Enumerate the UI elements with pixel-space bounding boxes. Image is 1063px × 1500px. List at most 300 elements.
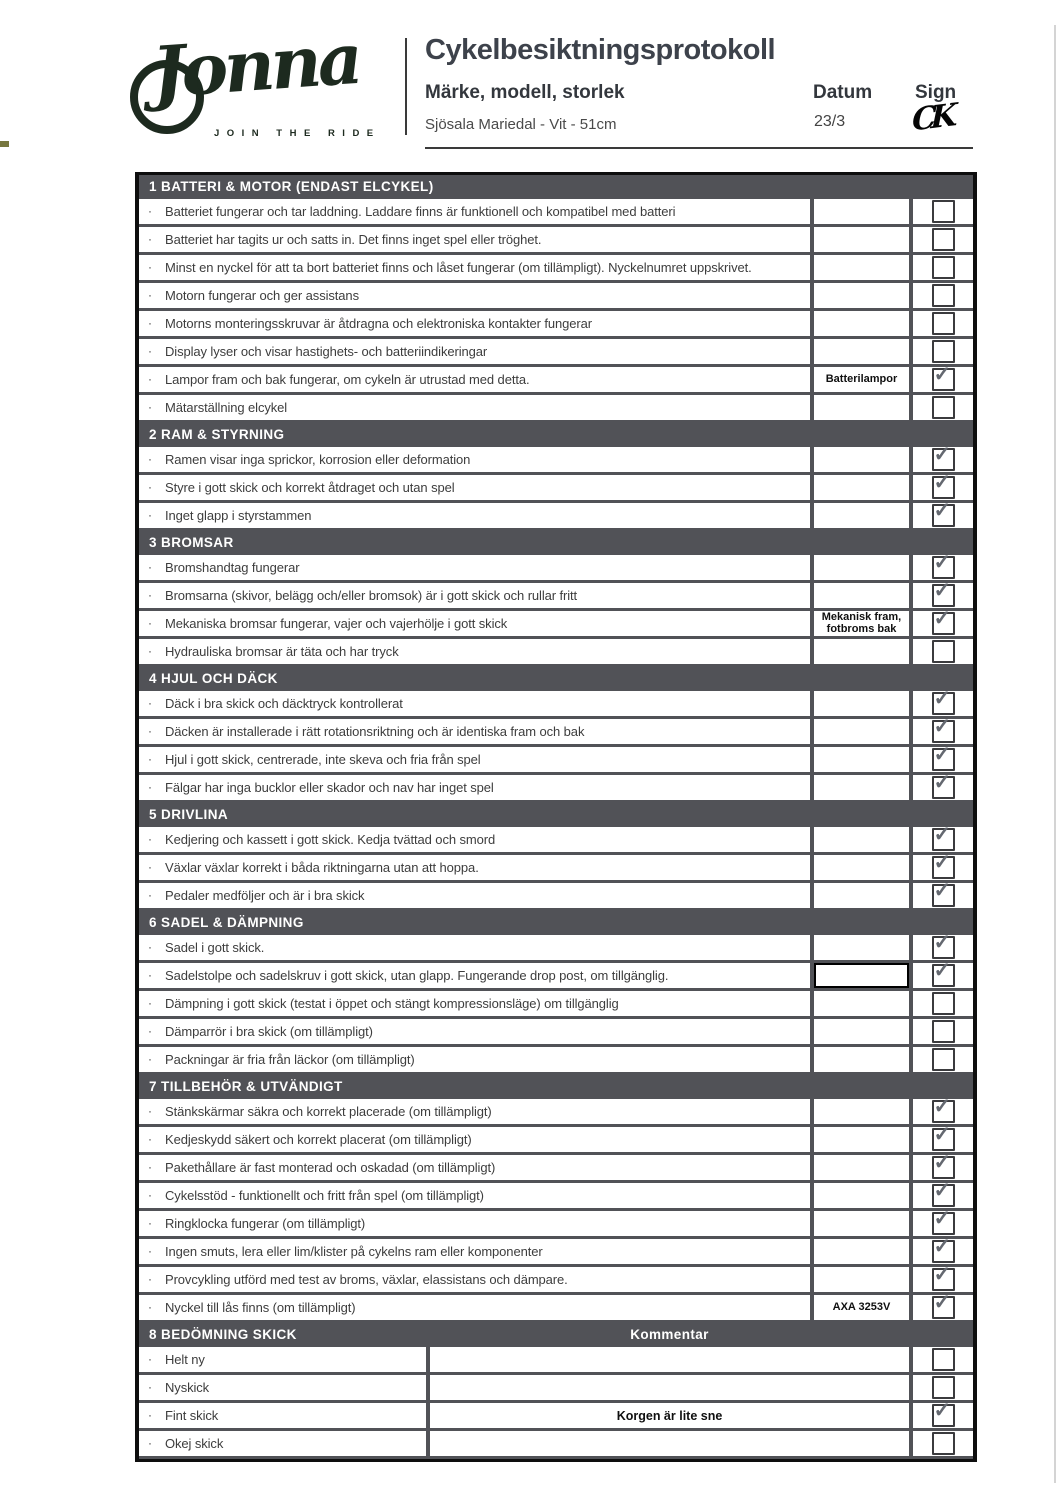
datum-value: 23/3 [814,113,846,130]
item-text-cell [139,311,810,336]
checkbox-cell [913,1291,973,1320]
checkbox[interactable] [932,992,955,1015]
checklist-row [139,1235,973,1264]
bullet-icon: · [148,752,152,766]
note-cell[interactable] [814,1019,909,1044]
item-text-cell [139,963,810,988]
item-text: Helt ny [165,1352,205,1367]
bullet-icon: · [148,1104,152,1118]
note-cell[interactable] [814,827,909,852]
checkbox[interactable] [932,396,955,419]
checkbox-cell [913,879,973,908]
bullet-icon: · [148,1216,152,1230]
checkbox[interactable] [932,340,955,363]
note-cell[interactable] [814,1099,909,1124]
section-header [139,531,973,555]
section-header [139,803,973,827]
item-text-cell [139,583,810,608]
item-text: Fint skick [165,1408,219,1423]
note-cell[interactable] [814,855,909,880]
bullet-icon: · [148,1408,152,1422]
bullet-icon: · [148,1024,152,1038]
item-text-cell [139,447,810,472]
checklist-row [139,551,973,580]
item-text: Provcykling utförd med test av broms, växlar, elassistans och dämpare. [165,1272,568,1287]
item-text-cell [139,255,810,280]
checkbox[interactable] [932,771,955,799]
note-cell[interactable] [814,447,909,472]
checkbox[interactable] [932,1263,955,1291]
note-cell[interactable] [814,1127,909,1152]
note-cell[interactable] [814,199,909,224]
checkbox[interactable] [932,443,955,471]
checkbox[interactable] [932,1207,955,1235]
item-text: Sadelstolpe och sadelskruv i gott skick, utan glapp. Fungerande drop post, om tillgänglig. [165,968,669,983]
checkbox-cell [913,1263,973,1292]
item-text-cell [139,1403,426,1428]
bullet-icon: · [148,888,152,902]
note-cell[interactable] [814,1239,909,1264]
item-text: Fälgar har inga bucklor eller skador och nav har inget spel [165,780,494,795]
check-icon: ✓ [933,499,952,522]
bullet-icon: · [148,480,152,494]
item-text: Ringklocka fungerar (om tillämpligt) [165,1216,366,1231]
header-rule [425,147,973,149]
subtitle-label: Märke, modell, storlek [425,82,625,103]
item-text-cell [139,555,810,580]
bullet-icon: · [148,588,152,602]
item-text-cell [139,227,810,252]
check-icon: ✓ [933,771,952,794]
logo-tagline: JOIN THE RIDE [214,128,381,139]
item-text: Inget glapp i styrstammen [165,508,312,523]
checklist-row [139,743,973,772]
check-icon: ✓ [933,1235,952,1258]
checkbox-cell [913,1375,973,1400]
item-text: Nyckel till lås finns (om tillämpligt) [165,1300,356,1315]
check-icon: ✓ [933,687,952,710]
checklist-row [139,879,973,908]
note-cell[interactable]: AXA 3253V [814,1295,909,1320]
note-cell[interactable] [814,395,909,420]
checkbox[interactable] [932,1291,955,1319]
checkbox-cell [913,715,973,744]
checklist-row [139,1019,973,1044]
checkbox[interactable] [932,228,955,251]
bullet-icon: · [148,644,152,658]
note-cell[interactable] [814,583,909,608]
checkbox-cell [913,959,973,988]
section-header [139,1075,973,1099]
checklist-row [139,1291,973,1320]
checkbox-cell [913,771,973,800]
item-text-cell [139,1047,810,1072]
checkbox[interactable] [932,1151,955,1179]
item-text: Ramen visar inga sprickor, korrosion eller deformation [165,452,471,467]
checkbox-cell [913,1207,973,1236]
checkbox-cell [913,1399,973,1428]
checkbox-cell [913,311,973,336]
checklist-row [139,1431,973,1456]
note-cell[interactable]: Batterilampor [814,367,909,392]
note-cell[interactable] [814,311,909,336]
item-text: Växlar växlar korrekt i båda riktningarna utan att hoppa. [165,860,479,875]
note-cell[interactable] [814,1183,909,1208]
checkbox[interactable] [932,687,955,715]
item-text-cell [139,855,810,880]
bullet-icon: · [148,780,152,794]
checklist-row [139,311,973,336]
comment-cell[interactable]: Korgen är lite sne [430,1403,909,1428]
item-text-cell [139,719,810,744]
note-cell[interactable]: Mekanisk fram, fotbroms bak [814,611,909,636]
item-text-cell [139,1211,810,1236]
checkbox[interactable] [932,607,955,635]
item-text: Bromshandtag fungerar [165,560,300,575]
item-text: Pakethållare är fast monterad och oskadad (om tillämpligt) [165,1160,496,1175]
item-text: Batteriet har tagits ur och satts in. Det finns inget spel eller tröghet. [165,232,542,247]
section-header [139,1323,973,1347]
checkbox[interactable] [932,1123,955,1151]
checklist-row [139,639,973,664]
note-cell[interactable] [814,503,909,528]
item-text: Lampor fram och bak fungerar, om cykeln är utrustad med detta. [165,372,530,387]
item-text: Dämpning i gott skick (testat i öppet och stängt kompressionsläge) om tillgänglig [165,996,619,1011]
item-text-cell [139,367,810,392]
item-text: Cykelsstöd - funktionellt och fritt från spel (om tillämpligt) [165,1188,484,1203]
item-text-cell [139,747,810,772]
checkbox-cell [913,639,973,664]
bullet-icon: · [148,508,152,522]
checkbox[interactable] [932,1348,955,1371]
item-text: Nyskick [165,1380,210,1395]
note-cell[interactable] [814,883,909,908]
checkbox-cell [913,607,973,636]
item-text-cell [139,395,810,420]
checkbox-cell [913,199,973,224]
checkbox[interactable] [932,312,955,335]
item-text-cell [139,1127,810,1152]
bullet-icon: · [148,316,152,330]
item-text-cell [139,1347,426,1372]
checklist-row [139,395,973,420]
note-cell[interactable] [814,991,909,1016]
bullet-icon: · [148,832,152,846]
comment-cell[interactable] [430,1375,909,1400]
section-header [139,911,973,935]
bullet-icon: · [148,560,152,574]
check-icon: ✓ [933,823,952,846]
checkbox[interactable] [932,200,955,223]
checkbox-cell [913,991,973,1016]
sign-label: Sign [915,82,957,103]
bullet-icon: · [148,452,152,466]
item-text: Bromsarna (skivor, belägg och/eller bromsok) är i gott skick och rullar fritt [165,588,578,603]
note-cell[interactable] [814,227,909,252]
bullet-icon: · [148,968,152,982]
signature: CK [911,97,952,139]
item-text-cell [139,1431,426,1456]
checkbox-cell [913,339,973,364]
section-title: 4 HJUL OCH DÄCK [149,671,278,686]
item-text-cell [139,991,810,1016]
checkbox[interactable] [932,1048,955,1071]
checkbox[interactable] [932,1376,955,1399]
checklist-row [139,499,973,528]
note-cell[interactable] [814,339,909,364]
checkbox[interactable] [932,1235,955,1263]
note-cell[interactable] [814,775,909,800]
checkbox-cell [913,743,973,772]
note-cell[interactable] [814,1267,909,1292]
bullet-icon: · [148,1244,152,1258]
checklist-row [139,1047,973,1072]
section-title: 2 RAM & STYRNING [149,427,285,442]
bullet-icon: · [148,696,152,710]
check-icon: ✓ [933,1179,952,1202]
bullet-icon: · [148,204,152,218]
checkbox[interactable] [932,851,955,879]
note-cell[interactable] [814,475,909,500]
bullet-icon: · [148,1272,152,1286]
checkbox[interactable] [932,743,955,771]
checkbox[interactable] [932,1095,955,1123]
check-icon: ✓ [933,743,952,766]
checklist-row [139,227,973,252]
bullet-icon: · [148,1436,152,1450]
note-cell[interactable] [814,639,909,664]
bullet-icon: · [148,288,152,302]
check-icon: ✓ [933,443,952,466]
checkbox-cell [913,1095,973,1124]
checkbox-cell [913,395,973,420]
bullet-icon: · [148,1188,152,1202]
comment-cell[interactable] [430,1431,909,1456]
check-icon: ✓ [933,579,952,602]
item-text: Dämparrör i bra skick (om tillämpligt) [165,1024,373,1039]
checkbox[interactable] [932,284,955,307]
checkbox-cell [913,499,973,528]
checkbox[interactable] [932,1020,955,1043]
checkbox-cell [913,1235,973,1264]
section-title: 3 BROMSAR [149,535,234,550]
checkbox-cell [913,471,973,500]
item-text: Mätarställning elcykel [165,400,288,415]
checklist-row [139,1095,973,1124]
checklist-row [139,771,973,800]
checkbox[interactable] [932,471,955,499]
check-icon: ✓ [933,715,952,738]
section-title: 5 DRIVLINA [149,807,229,822]
item-text: Däck i bra skick och däcktryck kontrollerat [165,696,403,711]
comment-cell[interactable] [430,1347,909,1372]
check-icon: ✓ [933,931,952,954]
bullet-icon: · [148,1160,152,1174]
checkbox-cell [913,363,973,392]
checklist-row [139,823,973,852]
checkbox-cell [913,1123,973,1152]
header-divider [405,38,407,135]
bullet-icon: · [148,860,152,874]
section-title: 7 TILLBEHÖR & UTVÄNDIGT [149,1079,343,1094]
item-text: Ingen smuts, lera eller lim/klister på cykelns ram eller komponenter [165,1244,543,1259]
checkbox[interactable] [932,640,955,663]
checklist-row [139,687,973,716]
checkbox-cell [913,443,973,472]
check-icon: ✓ [933,363,952,386]
checklist-row [139,607,973,636]
note-cell[interactable] [814,555,909,580]
check-icon: ✓ [933,1207,952,1230]
section-header [139,423,973,447]
checkbox[interactable] [932,1399,955,1427]
bullet-icon: · [148,232,152,246]
bullet-icon: · [148,996,152,1010]
section-title: 1 BATTERI & MOTOR (ENDAST ELCYKEL) [149,179,434,194]
item-text-cell [139,199,810,224]
checkbox-cell [913,931,973,960]
comment-column-header: Kommentar [630,1327,709,1342]
check-icon: ✓ [933,1263,952,1286]
bike-description: Sjösala Mariedal - Vit - 51cm [425,116,617,133]
check-icon: ✓ [933,471,952,494]
item-text-cell [139,611,810,636]
note-cell[interactable] [814,747,909,772]
note-cell[interactable] [814,1211,909,1236]
checkbox[interactable] [932,879,955,907]
checkbox-cell [913,1151,973,1180]
checklist-row [139,199,973,224]
item-text-cell [139,827,810,852]
checklist-row [139,283,973,308]
checkbox[interactable] [932,1432,955,1455]
item-text-cell [139,503,810,528]
bullet-icon: · [148,616,152,630]
note-cell[interactable] [814,963,909,988]
item-text-cell [139,1375,426,1400]
bullet-icon: · [148,344,152,358]
checkbox[interactable] [932,579,955,607]
bullet-icon: · [148,372,152,386]
bullet-icon: · [148,1132,152,1146]
checkbox-cell [913,579,973,608]
checkbox-cell [913,1019,973,1044]
note-cell[interactable] [814,255,909,280]
checkbox-cell [913,823,973,852]
scan-artifact [0,141,9,147]
item-text-cell [139,1019,810,1044]
checklist-row [139,851,973,880]
checklist-row [139,1347,973,1372]
checklist-row [139,1179,973,1208]
checklist-row [139,959,973,988]
checkbox[interactable] [932,256,955,279]
item-text: Mekaniska bromsar fungerar, vajer och vajerhölje i gott skick [165,616,508,631]
checkbox[interactable] [932,1179,955,1207]
item-text-cell [139,1155,810,1180]
section-header [139,667,973,691]
item-text-cell [139,1267,810,1292]
checkbox-cell [913,227,973,252]
inspection-checklist-table [135,172,977,1462]
item-text-cell [139,339,810,364]
checkbox-cell [913,551,973,580]
bullet-icon: · [148,400,152,414]
section-header [139,175,973,199]
check-icon: ✓ [933,1123,952,1146]
checkbox-cell [913,1347,973,1372]
check-icon: ✓ [933,551,952,574]
logo-wordmark: Jonna [149,16,362,115]
checkbox[interactable] [932,499,955,527]
item-text-cell [139,935,810,960]
note-cell[interactable] [814,691,909,716]
bullet-icon: · [148,1352,152,1366]
checkbox[interactable] [932,959,955,987]
checkbox-cell [913,255,973,280]
checkbox-cell [913,283,973,308]
check-icon: ✓ [933,1151,952,1174]
note-cell[interactable] [814,719,909,744]
check-icon: ✓ [933,959,952,982]
page-edge-line [1054,25,1056,1483]
item-text: Hjul i gott skick, centrerade, inte skeva och fria från spel [165,752,481,767]
datum-label: Datum [813,82,873,103]
item-text-cell [139,1295,810,1320]
checkbox-cell [913,1047,973,1072]
checkbox[interactable] [932,715,955,743]
checklist-row [139,931,973,960]
checkbox[interactable] [932,823,955,851]
section-title: 8 BEDÖMNING SKICK [149,1327,297,1342]
check-icon: ✓ [933,851,952,874]
bullet-icon: · [148,940,152,954]
item-text-cell [139,1183,810,1208]
item-text-cell [139,775,810,800]
page-title: Cykelbesiktningsprotokoll [425,34,776,66]
checklist-row [139,443,973,472]
item-text: Display lyser och visar hastighets- och batteriindikeringar [165,344,488,359]
checklist-row [139,1151,973,1180]
item-text: Sadel i gott skick. [165,940,265,955]
note-cell[interactable] [814,935,909,960]
item-text: Motorn fungerar och ger assistans [165,288,359,303]
checkbox[interactable] [932,363,955,391]
checkbox[interactable] [932,551,955,579]
note-cell[interactable] [814,1155,909,1180]
note-cell[interactable] [814,283,909,308]
item-text: Stänkskärmar säkra och korrekt placerade (om tillämpligt) [165,1104,492,1119]
item-text: Hydrauliska bromsar är täta och har tryck [165,644,399,659]
item-text: Pedaler medföljer och är i bra skick [165,888,365,903]
item-text: Minst en nyckel för att ta bort batteriet finns och låset fungerar (om tillämpligt). Nyckelnumret uppskrivet. [165,260,752,275]
check-icon: ✓ [933,1291,952,1314]
note-cell[interactable] [814,1047,909,1072]
checklist-row [139,715,973,744]
item-text-cell [139,1239,810,1264]
check-icon: ✓ [933,1399,952,1422]
checklist-row [139,1123,973,1152]
item-text-cell [139,691,810,716]
item-text: Motorns monteringsskruvar är åtdragna och elektroniska kontakter fungerar [165,316,592,331]
checkbox[interactable] [932,931,955,959]
check-icon: ✓ [933,879,952,902]
bullet-icon: · [148,1052,152,1066]
checklist-row [139,255,973,280]
section-title: 6 SADEL & DÄMPNING [149,915,304,930]
item-text: Packningar är fria från läckor (om tillämpligt) [165,1052,415,1067]
item-text: Okej skick [165,1436,224,1451]
